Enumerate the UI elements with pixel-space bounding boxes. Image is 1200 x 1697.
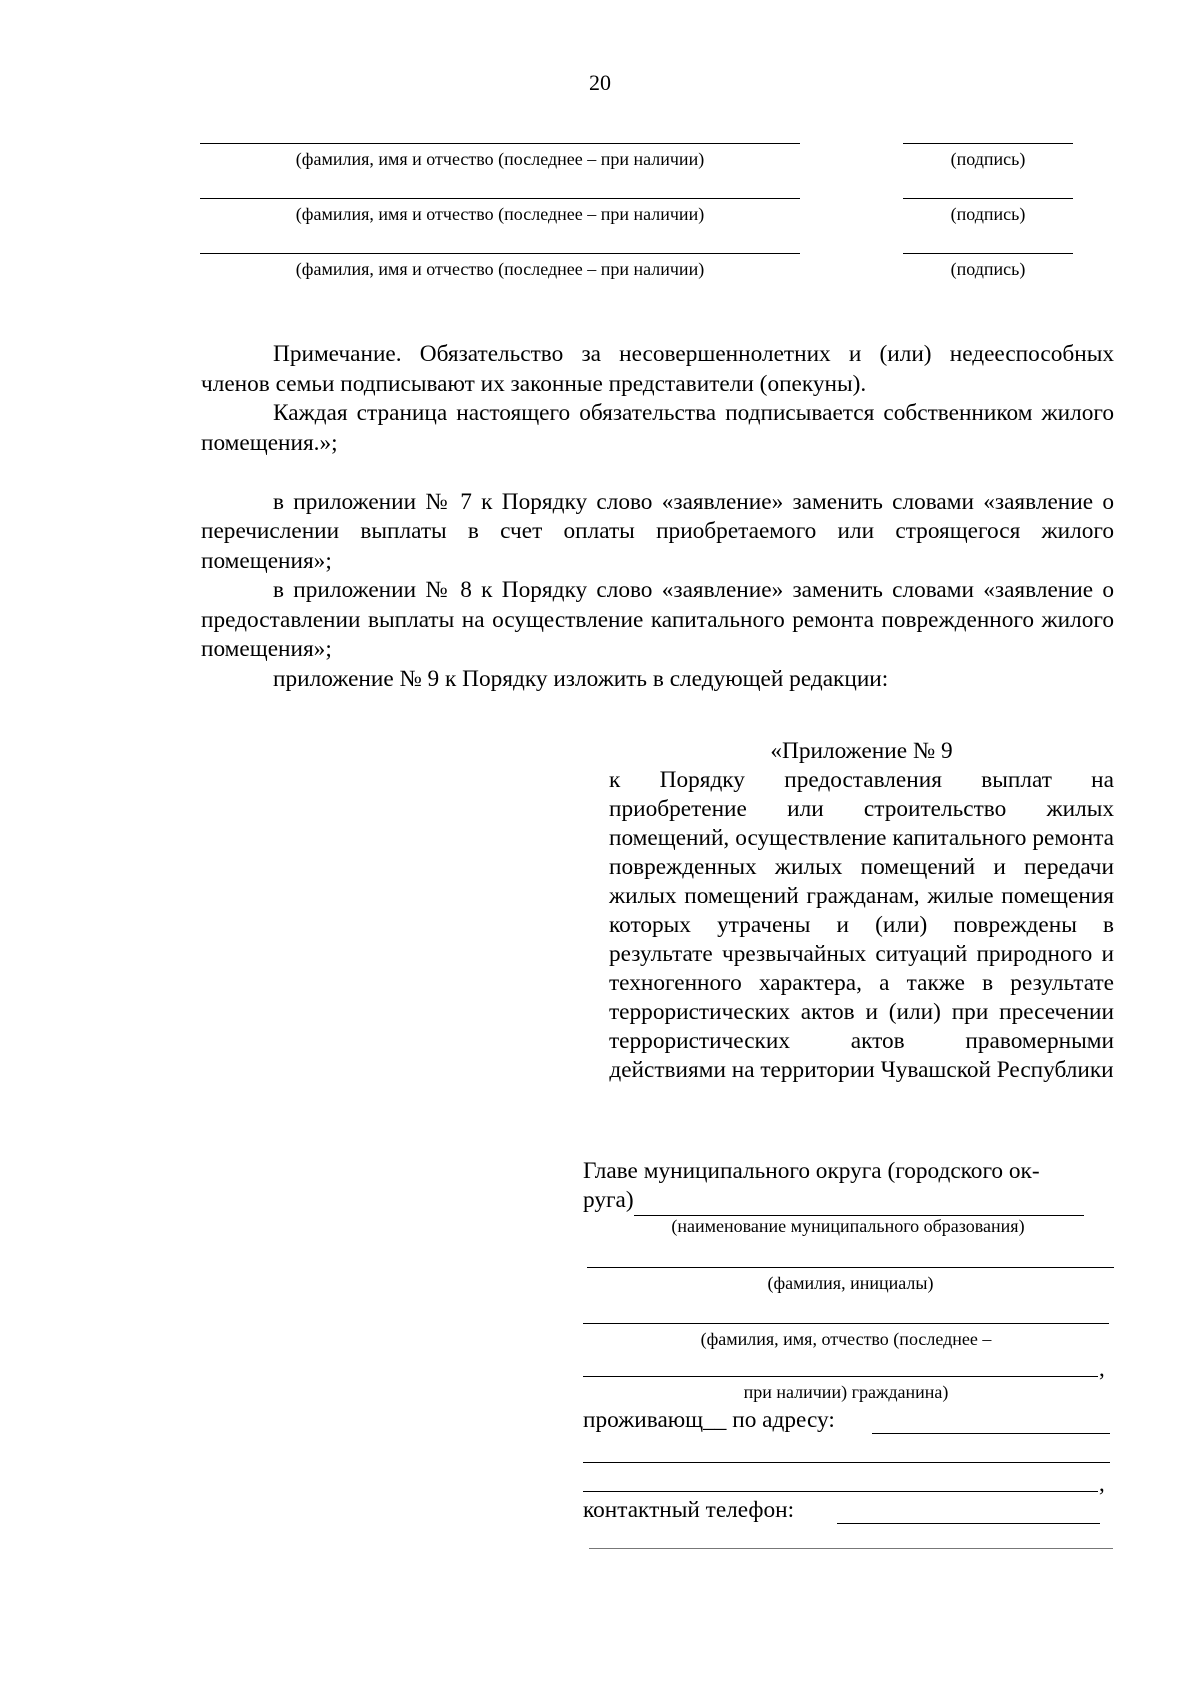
address-fill-line[interactable] — [872, 1433, 1110, 1434]
page-number: 20 — [589, 70, 611, 95]
signature-fill-line[interactable] — [903, 253, 1073, 254]
signature-fill-line[interactable] — [903, 143, 1073, 144]
addressee-line: Главе муниципального округа (городского ок- — [583, 1158, 1040, 1184]
citizen-name-caption: (фамилия, имя, отчество (последнее – — [700, 1329, 992, 1349]
signature-fill-line[interactable] — [903, 198, 1073, 199]
address-fill-line[interactable] — [583, 1491, 1098, 1492]
residing-label: проживающ__ по адресу: — [583, 1407, 835, 1433]
signature-row — [0, 253, 1200, 293]
note-paragraph: Примечание. Обязательство за несовершеннолетних и (или) недееспособных членов семьи подписывают их законные представители (опекуны). — [201, 341, 1114, 397]
signature-caption: (подпись) — [950, 204, 1026, 224]
citizen-name-fill-line[interactable] — [583, 1376, 1098, 1377]
appendix-title: «Приложение № 9 — [770, 738, 953, 764]
citizen-name-caption: при наличии) гражданина) — [743, 1382, 949, 1402]
appendix-text: к Порядку предоставления выплат на приобретение или строительство жилых помещений, осуществление капитального ремонта поврежденных жилых помещений и передачи жилых помещений гражданам, жилые помещения которых утрачены и (или) повреждены в результате чрезвычайных ситуаций природного и техногенного характера, а также в результате террористических актов и (или) при пресечении террористических актов правомерными действиями на территории Чувашской Республики — [609, 767, 1114, 1083]
appendix-header — [609, 737, 1114, 1085]
municipality-fill-line[interactable] — [634, 1186, 1084, 1216]
surname-initials-caption: (фамилия, инициалы) — [767, 1273, 934, 1293]
amendment-paragraph: в приложении № 8 к Порядку слово «заявление» заменить словами «заявление о предоставлении выплаты на осуществление капитального ремонта поврежденного жилого помещения»; — [201, 577, 1114, 662]
name-fill-line[interactable] — [200, 198, 800, 199]
body-text — [201, 340, 1114, 694]
comma: , — [1099, 1471, 1105, 1496]
name-caption: (фамилия, имя и отчество (последнее – при наличии) — [295, 204, 705, 224]
signature-caption: (подпись) — [950, 259, 1026, 279]
note-paragraph: Каждая страница настоящего обязательства подписывается собственником жилого помещения.»; — [201, 400, 1114, 456]
amendment-paragraph: приложение № 9 к Порядку изложить в следующей редакции: — [273, 665, 889, 692]
signature-row — [0, 143, 1200, 183]
citizen-name-fill-line[interactable] — [583, 1323, 1109, 1324]
municipality-caption: (наименование муниципального образования) — [671, 1216, 1025, 1236]
addressee-line — [583, 1186, 1115, 1216]
comma: , — [1099, 1356, 1105, 1381]
signature-caption: (подпись) — [950, 149, 1026, 169]
signature-row — [0, 198, 1200, 238]
name-caption: (фамилия, имя и отчество (последнее – при наличии) — [295, 149, 705, 169]
amendment-paragraph: в приложении № 7 к Порядку слово «заявление» заменить словами «заявление о перечислении выплаты в счет оплаты приобретаемого или строящегося жилого помещения»; — [201, 488, 1114, 574]
extra-fill-line[interactable] — [589, 1548, 1113, 1549]
addressee-block — [583, 1157, 1115, 1237]
name-caption: (фамилия, имя и отчество (последнее – при наличии) — [295, 259, 705, 279]
head-name-fill-line[interactable] — [587, 1267, 1114, 1268]
addressee-line-end: руга) — [583, 1187, 634, 1213]
name-fill-line[interactable] — [200, 253, 800, 254]
phone-label: контактный телефон: — [583, 1497, 795, 1523]
phone-fill-line[interactable] — [837, 1523, 1100, 1524]
address-fill-line[interactable] — [583, 1462, 1110, 1463]
name-fill-line[interactable] — [200, 143, 800, 144]
